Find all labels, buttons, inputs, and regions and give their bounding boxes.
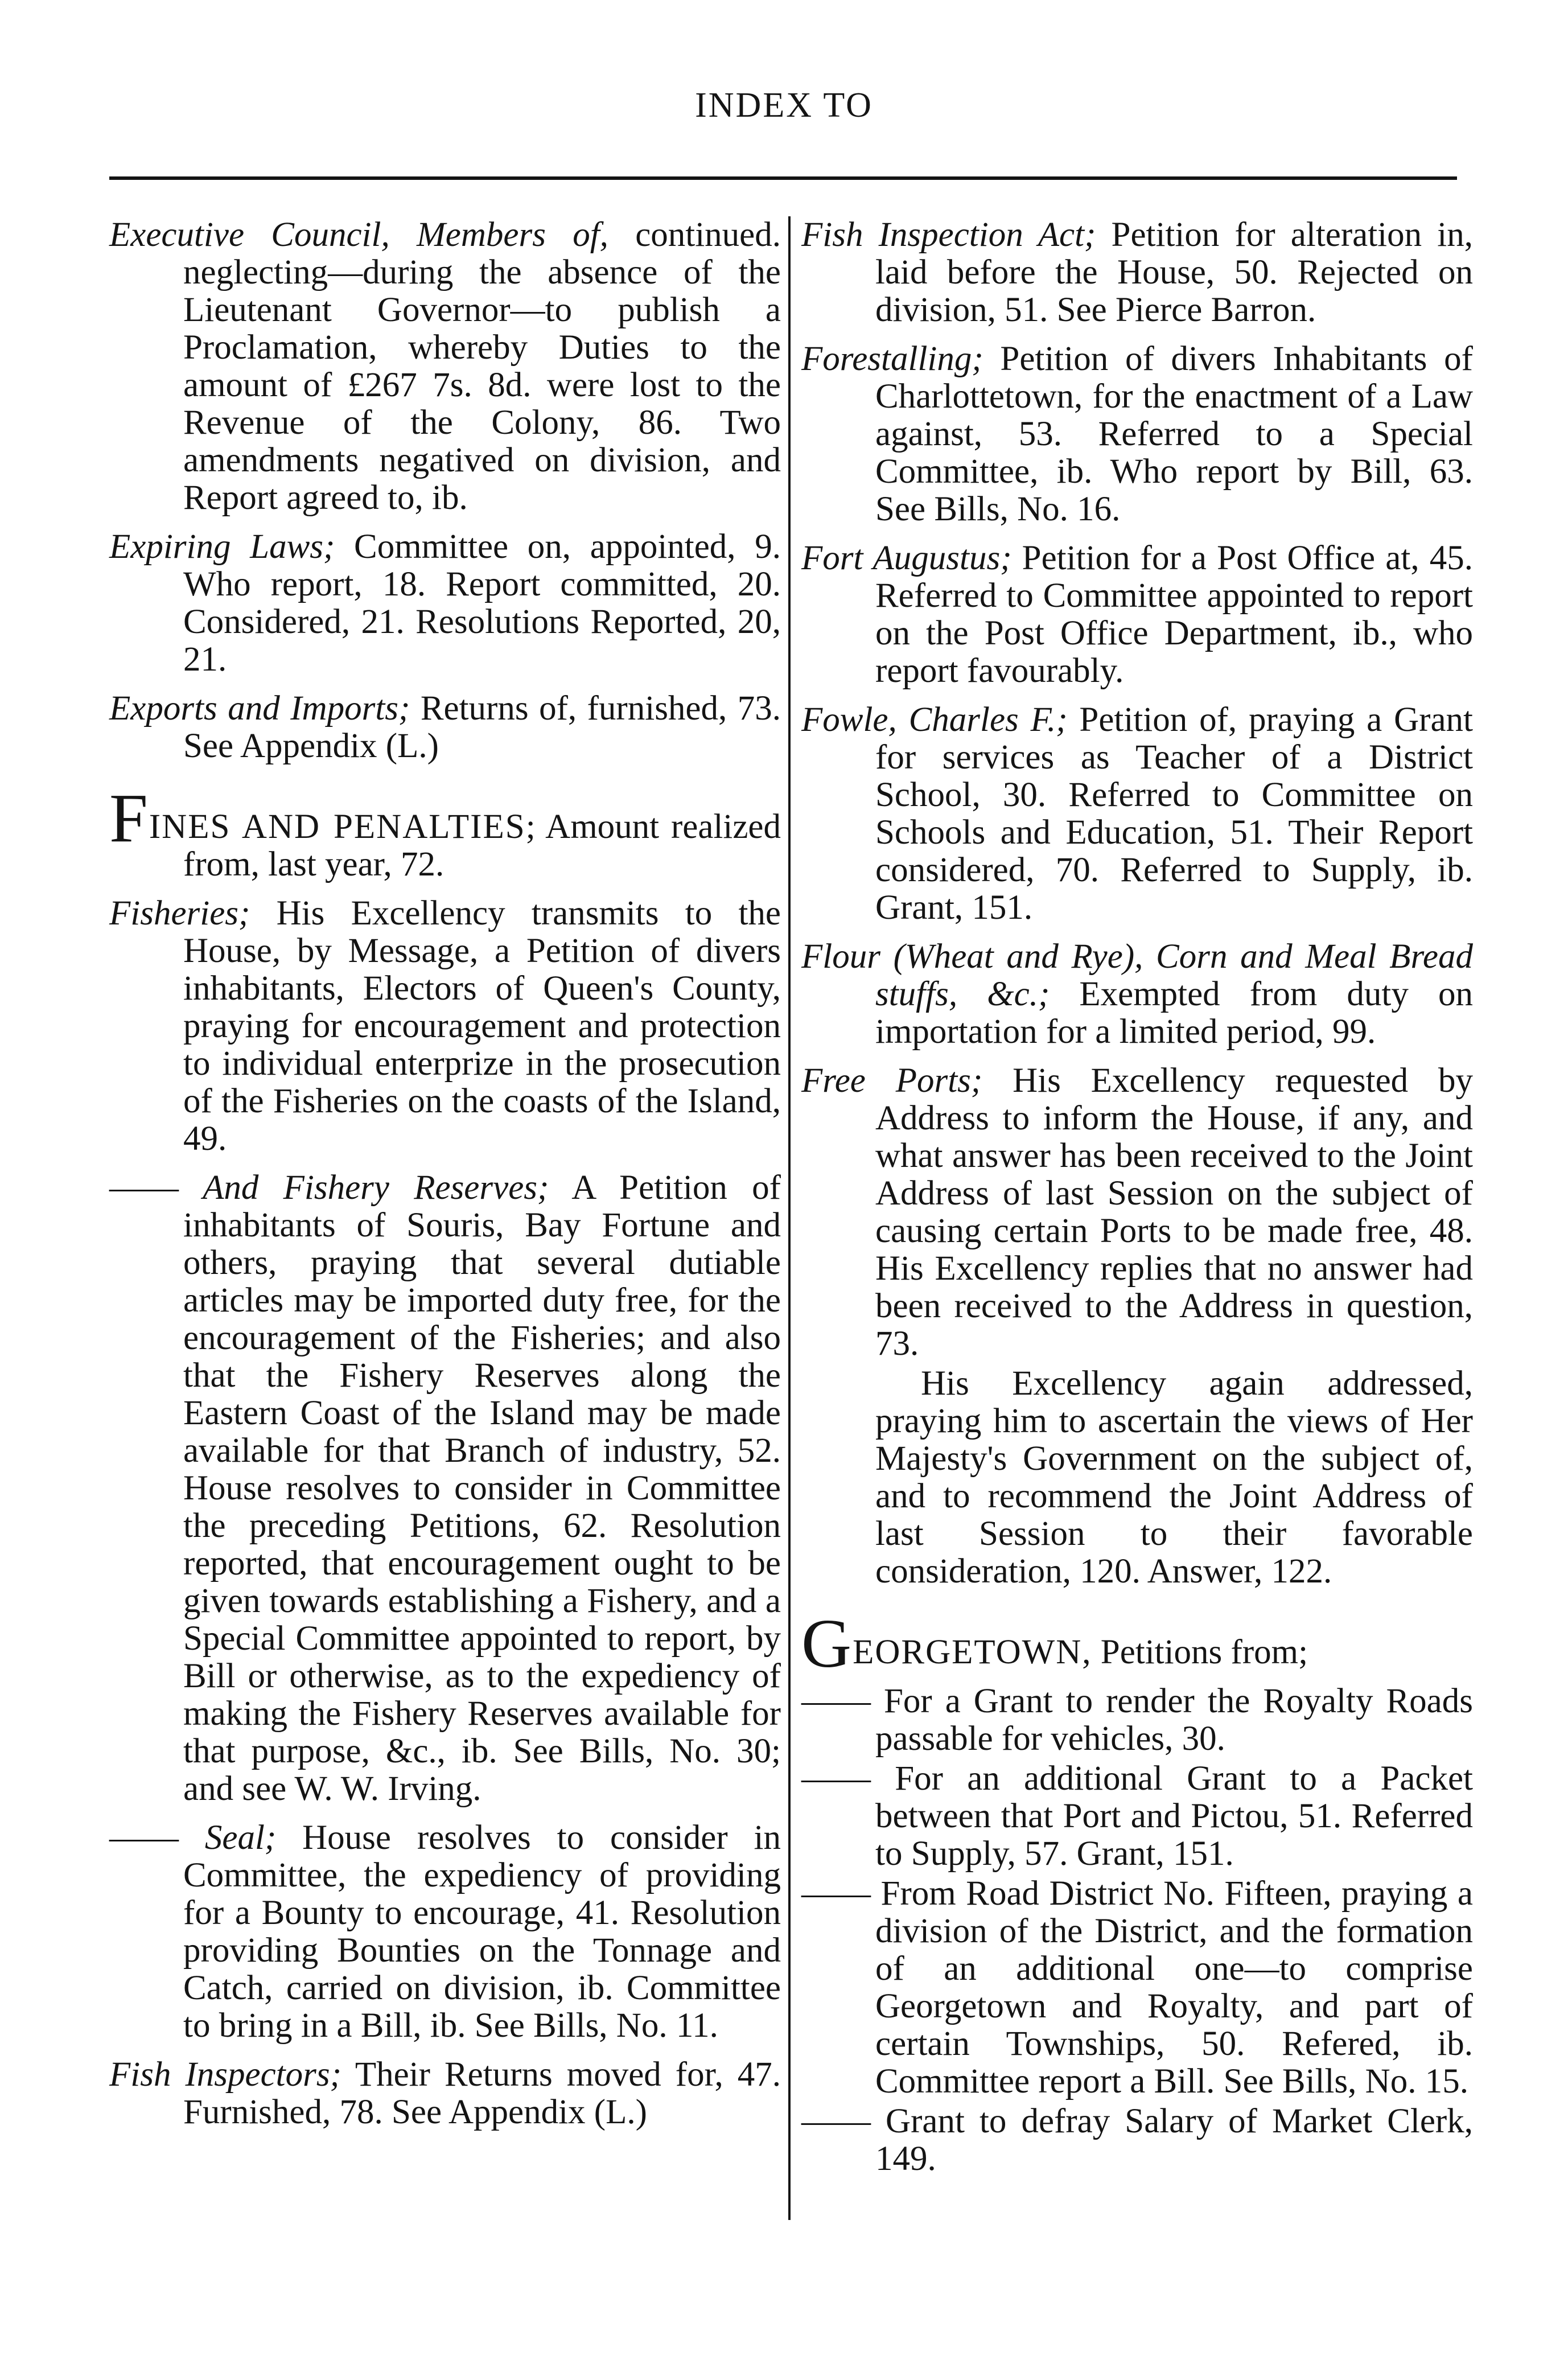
entry-text: Grant to defray Salary of Market Clerk, 149. (871, 2102, 1473, 2178)
entry-text: Petition of, praying a Grant for services as Teacher of a District School, 30. Referred to Committee on Schools and Education, 51. Their Report considered, 70. Referred to Supply, ib. Grant, 151. (875, 701, 1473, 927)
index-entry (109, 690, 781, 765)
index-entry (801, 540, 1473, 690)
column-divider (788, 216, 791, 2220)
entry-heading: Exports and Imports; (109, 689, 410, 727)
ditto-dash: —— (801, 2102, 871, 2140)
index-subentry (801, 1683, 1473, 1758)
drop-capital: F (109, 780, 148, 857)
index-continuation: His Excellency again addressed, praying him to ascertain the views of Her Majesty's Government on the subject of, and to recommend the Joint Address of last Session to their favorable consideration, 120. Answer, 122. (875, 1364, 1473, 1590)
section-heading (109, 780, 781, 883)
ditto-dash: —— (801, 1874, 871, 1913)
index-entry (109, 216, 781, 517)
header-rule (109, 176, 1457, 180)
entry-text: From Road District No. Fifteen, praying a division of the District, and the formation of an additional one—to comprise Georgetown and Royalty, and part of certain Townships, 50. Refered, ib. Committee report a Bill. See Bills, No. 15. (871, 1874, 1473, 2100)
index-entry (109, 2056, 781, 2131)
right-column (801, 216, 1473, 2189)
index-subentry (801, 2103, 1473, 2178)
index-subentry (801, 1760, 1473, 1873)
index-entry (801, 216, 1473, 329)
ditto-dash: —— (109, 1819, 179, 1857)
entry-text: Returns of, furnished, 73. See Appendix (L.) (183, 689, 781, 765)
entry-heading: EORGETOWN, (853, 1633, 1092, 1671)
entry-heading: Fowle, Charles F.; (801, 701, 1068, 739)
index-entry (801, 701, 1473, 927)
index-entry (109, 528, 781, 679)
index-subentry (109, 1819, 781, 2045)
entry-text: Exempted from duty on importation for a limited period, 99. (875, 975, 1473, 1051)
entry-heading: Executive Council, Members of, (109, 216, 608, 254)
entry-heading: Fish Inspection Act; (801, 216, 1096, 254)
ditto-dash: —— (109, 1169, 179, 1207)
entry-text: continued. neglecting—during the absence of the Lieutenant Governor—to publish a Proclamation, whereby Duties to the amount of £267 7s. 8d. were lost to the Revenue of the Colony, 86. Two amendments negatived on division, and Report agreed to, ib. (183, 216, 781, 517)
entry-text: His Excellency transmits to the House, by Message, a Petition of divers inhabitants, Electors of Queen's County, praying for encouragement and protection to individual enterprize in the prosecution of the Fisheries on the coasts of the Island, 49. (183, 894, 781, 1158)
index-entry (801, 1062, 1473, 1363)
index-entry (109, 895, 781, 1158)
entry-text: Petition for alteration in, laid before the House, 50. Rejected on division, 51. See Pierce Barron. (875, 216, 1473, 329)
index-entry (801, 938, 1473, 1051)
left-column (109, 216, 781, 2143)
entry-heading: Forestalling; (801, 340, 983, 378)
ditto-dash: —— (801, 1759, 871, 1798)
drop-capital: G (801, 1605, 852, 1682)
entry-text: For an additional Grant to a Packet between that Port and Pictou, 51. Referred to Supply, 57. Grant, 151. (871, 1759, 1473, 1873)
entry-text: Petition of divers Inhabitants of Charlottetown, for the enactment of a Law against, 53. Referred to a Special Committee, ib. Who report by Bill, 63. See Bills, No. 16. (875, 340, 1473, 528)
index-entry (801, 340, 1473, 528)
page-header: INDEX TO (695, 86, 873, 125)
entry-heading: Expiring Laws; (109, 528, 335, 566)
ditto-dash: —— (801, 1682, 871, 1720)
entry-text: Petitions from; (1092, 1633, 1308, 1671)
entry-heading: Fort Augustus; (801, 539, 1012, 577)
entry-heading: Flour (Wheat and Rye), Corn and Meal Bread stuffs, &c.; (801, 938, 1473, 1013)
entry-text: ; Amount realized from, last year, 72. (183, 808, 781, 883)
entry-text: Committee on, appointed, 9. Who report, 18. Report committed, 20. Considered, 21. Resolutions Reported, 20, 21. (183, 528, 781, 679)
section-heading (801, 1605, 1473, 1682)
entry-text: Petition for a Post Office at, 45. Referred to Committee appointed to report on the Post Office Department, ib., who report favourably. (875, 539, 1473, 690)
entry-text: His Excellency requested by Address to inform the House, if any, and what answer has been received to the Joint Address of last Session on the subject of causing certain Ports to be made free, 48. His Excellency replies that no answer had been received to the Address in question, 73. (875, 1062, 1474, 1363)
entry-heading: Fish Inspectors; (109, 2055, 341, 2094)
entry-heading: Fisheries; (109, 894, 250, 932)
entry-heading: Seal; (179, 1819, 277, 1857)
entry-heading: INES AND PENALTIES (149, 808, 526, 846)
index-subentry (801, 1875, 1473, 2100)
entry-text: Their Returns moved for, 47. Furnished, 78. See Appendix (L.) (183, 2055, 781, 2131)
entry-text: A Petition of inhabitants of Souris, Bay Fortune and others, praying that several dutiable articles may be imported duty free, for the encouragement of the Fisheries; and also that the Fishery Reserves along the Eastern Coast of the Island may be made available for that Branch of industry, 52. House resolves to consider in Committee the preceding Petitions, 62. Resolution reported, that encouragement ought to be given towards establishing a Fishery, and a Special Committee appointed to report, by Bill or otherwise, as to the expediency of making the Fishery Reserves available for that purpose, &c., ib. See Bills, No. 30; and see W. W. Irving. (183, 1169, 781, 1808)
index-subentry (109, 1169, 781, 1808)
entry-heading: And Fishery Reserves; (179, 1169, 549, 1207)
entry-text: House resolves to consider in Committee, the expediency of providing for a Bounty to encourage, 41. Resolution providing Bounties on the Tonnage and Catch, carried on division, ib. Committee to bring in a Bill, ib. See Bills, No. 11. (183, 1819, 781, 2045)
entry-text: For a Grant to render the Royalty Roads passable for vehicles, 30. (871, 1682, 1473, 1758)
entry-heading: Free Ports; (801, 1062, 983, 1100)
